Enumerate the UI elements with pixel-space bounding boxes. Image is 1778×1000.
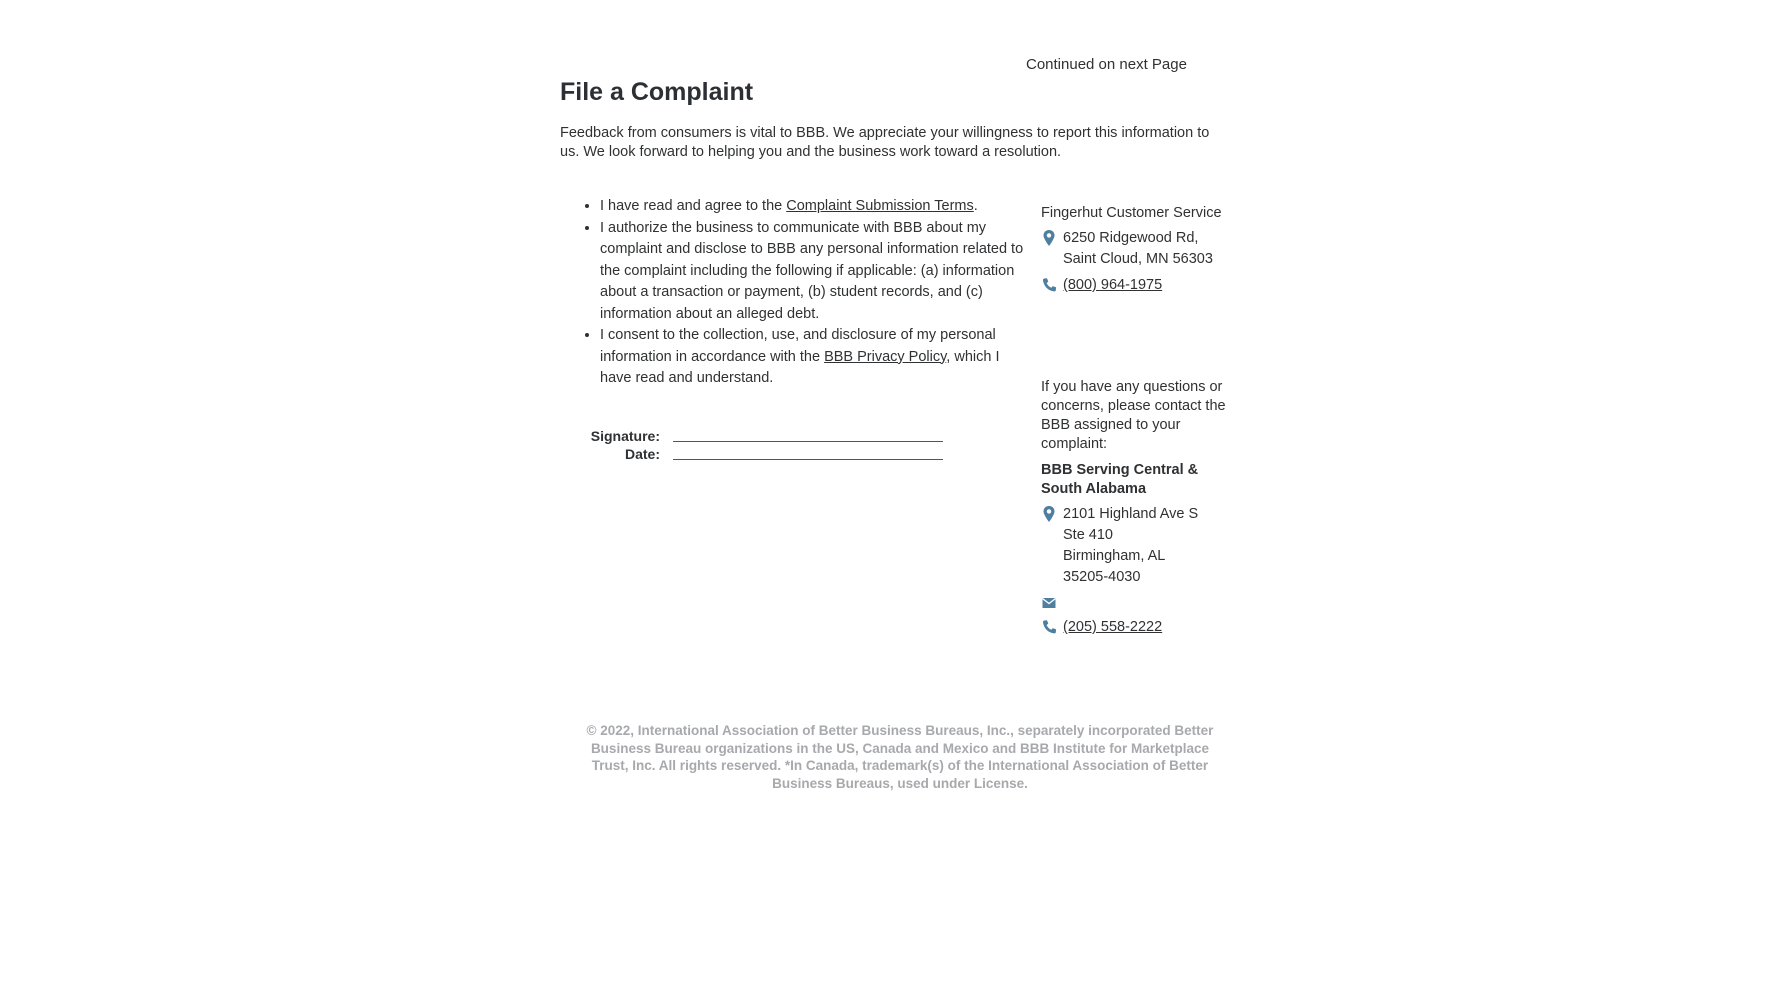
address-line: 6250 Ridgewood Rd, — [1063, 230, 1199, 246]
address-line: 35205-4030 — [1063, 569, 1141, 585]
envelope-icon[interactable] — [1041, 594, 1057, 612]
list-item — [600, 196, 1030, 218]
signature-block — [560, 428, 980, 464]
bbb-note: If you have any questions or concerns, please contact the BBB assigned to your complaint: — [1041, 379, 1226, 452]
business-phone-link[interactable]: (800) 964-1975 — [1063, 277, 1163, 293]
intro-text: Feedback from consumers is vital to BBB. We appreciate your willingness to report this information to us. We look forward to helping you and the business work toward a resolution. — [560, 125, 1210, 160]
bbb-phone — [1041, 617, 1231, 638]
business-address — [1041, 228, 1231, 270]
bbb-privacy-policy-link[interactable]: BBB Privacy Policy — [824, 348, 947, 365]
list-item — [600, 325, 1030, 390]
terms-item-text: I consent to the collection, use, and disclosure of my personal information in accordance with the — [600, 327, 996, 365]
signature-row — [560, 428, 980, 446]
terms-list — [580, 196, 1030, 390]
complaint-submission-terms-link[interactable]: Complaint Submission Terms — [786, 198, 974, 214]
phone-icon — [1041, 276, 1057, 294]
bbb-address — [1041, 504, 1231, 588]
terms-item-text: I authorize the business to communicate with BBB about my complaint and disclose to BBB any personal information related to the complaint including the following if applicable: (a) information about a transaction or payment, (b) student records, and (c) information about an alleged debt. — [600, 219, 1024, 322]
terms-item-text: I have read and agree to the — [600, 198, 787, 214]
map-pin-icon — [1041, 505, 1057, 523]
date-row — [560, 446, 980, 464]
page-title: File a Complaint — [560, 78, 754, 106]
business-phone — [1041, 275, 1231, 296]
map-pin-icon — [1041, 229, 1057, 247]
list-item — [600, 218, 1030, 326]
copyright-footer: © 2022, International Association of Better Business Bureaus, Inc., separately incorporated Better Business Bureau organizations in the US, Canada and Mexico and BBB Institute for Marketplace Trust, Inc. All rights reserved. *In Canada, trademark(s) of the International Association of Better Business Bureaus, used under License. — [586, 723, 1214, 791]
signature-label: Signature: — [590, 428, 660, 444]
bbb-email — [1041, 593, 1231, 612]
address-line: Ste 410 — [1063, 527, 1113, 543]
date-line — [673, 459, 943, 460]
phone-icon — [1041, 618, 1057, 636]
business-contact — [1041, 204, 1231, 296]
address-text — [1063, 228, 1213, 270]
bbb-name: BBB Serving Central & South Alabama — [1041, 462, 1199, 497]
address-text — [1063, 504, 1198, 588]
bbb-contact — [1041, 378, 1231, 638]
address-line: Birmingham, AL — [1063, 548, 1166, 564]
date-label: Date: — [624, 446, 660, 462]
address-line: Saint Cloud, MN 56303 — [1063, 251, 1213, 267]
terms-item-text: , which I have read and understand. — [600, 348, 1000, 386]
continued-note: Continued on next Page — [1026, 56, 1187, 73]
signature-line — [673, 441, 943, 442]
address-line: 2101 Highland Ave S — [1063, 506, 1199, 522]
bbb-phone-link[interactable]: (205) 558-2222 — [1063, 619, 1163, 635]
terms-item-text: . — [973, 198, 978, 214]
business-name: Fingerhut Customer Service — [1041, 205, 1222, 221]
